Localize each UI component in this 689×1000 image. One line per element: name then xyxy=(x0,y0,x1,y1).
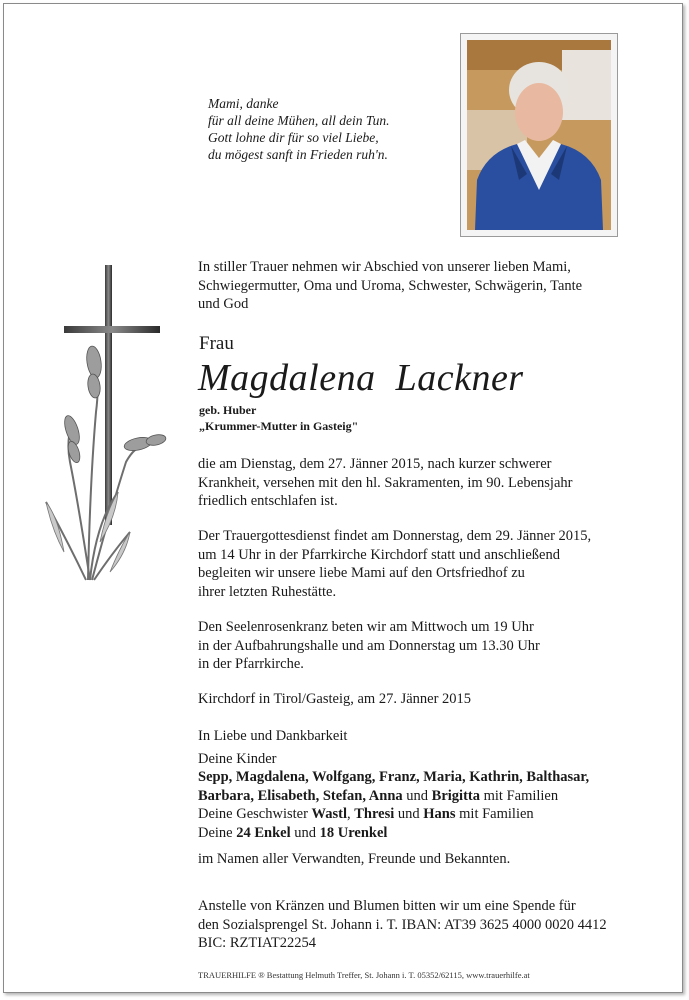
rosary-line: in der Pfarrkirche. xyxy=(198,656,304,672)
cross-wheat-icon xyxy=(38,262,168,587)
intro-text xyxy=(198,258,582,314)
place-date: Kirchdorf in Tirol/Gasteig, am 27. Jänner 2015 xyxy=(198,691,472,707)
relatives-line: im Namen aller Verwandten, Freunde und Bekannten. xyxy=(198,851,511,867)
families-text: mit Familien xyxy=(479,787,559,804)
intro-line: und God xyxy=(198,296,249,312)
grandchildren-line xyxy=(198,824,589,843)
maiden-name: geb. Huber xyxy=(199,403,257,417)
death-text xyxy=(198,455,572,511)
separator: , xyxy=(347,806,355,822)
grandchildren-count: 24 Enkel xyxy=(236,824,291,841)
grand-label: Deine xyxy=(198,824,237,841)
nickname: „Krummer-Mutter in Gasteig" xyxy=(199,419,359,433)
sibling-name: Hans xyxy=(423,806,456,822)
intro-line: In stiller Trauer nehmen wir Abschied von unserer lieben Mami, xyxy=(198,259,571,275)
sibling-name: Wastl xyxy=(311,806,347,822)
portrait-illustration xyxy=(467,40,611,230)
rosary-text xyxy=(198,618,540,674)
families-text: mit Familien xyxy=(455,806,534,822)
children-names: Sepp, Magdalena, Wolfgang, Franz, Maria, Kathrin, Balthasar, xyxy=(198,769,590,785)
conjunction: und xyxy=(290,824,320,841)
sibling-name: Thresi xyxy=(354,806,395,822)
service-text xyxy=(198,527,591,601)
child-name: Brigitta xyxy=(431,787,480,804)
donation-line: Anstelle von Kränzen und Blumen bitten wir um eine Spende für xyxy=(198,898,576,914)
siblings-label: Deine Geschwister xyxy=(198,806,312,822)
intro-line: Schwiegermutter, Oma und Uroma, Schwester, Schwägerin, Tante xyxy=(198,277,583,294)
donation-line: den Sozialsprengel St. Johann i. T. IBAN: AT39 3625 4000 0020 4412 xyxy=(198,916,607,933)
love-line: In Liebe und Dankbarkeit xyxy=(198,728,348,744)
service-line: um 14 Uhr in der Pfarrkirche Kirchdorf statt und anschließend xyxy=(198,546,560,563)
conjunction: und xyxy=(402,787,432,804)
death-line: Krankheit, versehen mit den hl. Sakramenten, im 90. Lebensjahr xyxy=(198,474,573,491)
children-names: Barbara, Elisabeth, Stefan, Anna xyxy=(198,787,403,804)
poem-line: Gott lohne dir für so viel Liebe, xyxy=(208,130,379,145)
children-line xyxy=(198,768,589,787)
rosary-line: in der Aufbahrungshalle und am Donnerstag um 13.30 Uhr xyxy=(198,637,540,654)
donation-line: BIC: RZTIAT22254 xyxy=(198,935,317,951)
donation-text xyxy=(198,897,607,953)
poem-line: Mami, danke xyxy=(208,96,279,111)
children-label: Deine Kinder xyxy=(198,750,277,767)
rosary-line: Den Seelenrosenkranz beten wir am Mittwoch um 19 Uhr xyxy=(198,619,534,635)
children-line xyxy=(198,787,589,806)
poem-line: für all deine Mühen, all dein Tun. xyxy=(208,113,390,128)
service-line: begleiten wir unsere liebe Mami auf den Ortsfriedhof zu xyxy=(198,565,525,581)
mourners xyxy=(198,727,589,869)
deceased-name: Magdalena Lackner xyxy=(198,357,524,399)
maiden-name-block xyxy=(199,402,358,434)
funeral-home-footer: TRAUERHILFE ® Bestattung Helmuth Treffer, St. Johann i. T. 05352/62115, www.trauerhilfe.at xyxy=(198,970,530,980)
salutation: Frau xyxy=(199,333,234,354)
portrait-photo xyxy=(467,40,611,230)
poem xyxy=(208,95,390,163)
siblings-line xyxy=(198,805,589,824)
service-line: ihrer letzten Ruhestätte. xyxy=(198,583,337,600)
great-grandchildren-count: 18 Urenkel xyxy=(319,824,388,841)
service-line: Der Trauergottesdienst findet am Donnerstag, dem 29. Jänner 2015, xyxy=(198,528,592,544)
death-line: friedlich entschlafen ist. xyxy=(198,493,338,509)
portrait-frame xyxy=(460,33,618,237)
poem-line: du mögest sanft in Frieden ruh'n. xyxy=(208,147,388,162)
death-line: die am Dienstag, dem 27. Jänner 2015, nach kurzer schwerer xyxy=(198,456,552,472)
conjunction: und xyxy=(394,806,424,822)
